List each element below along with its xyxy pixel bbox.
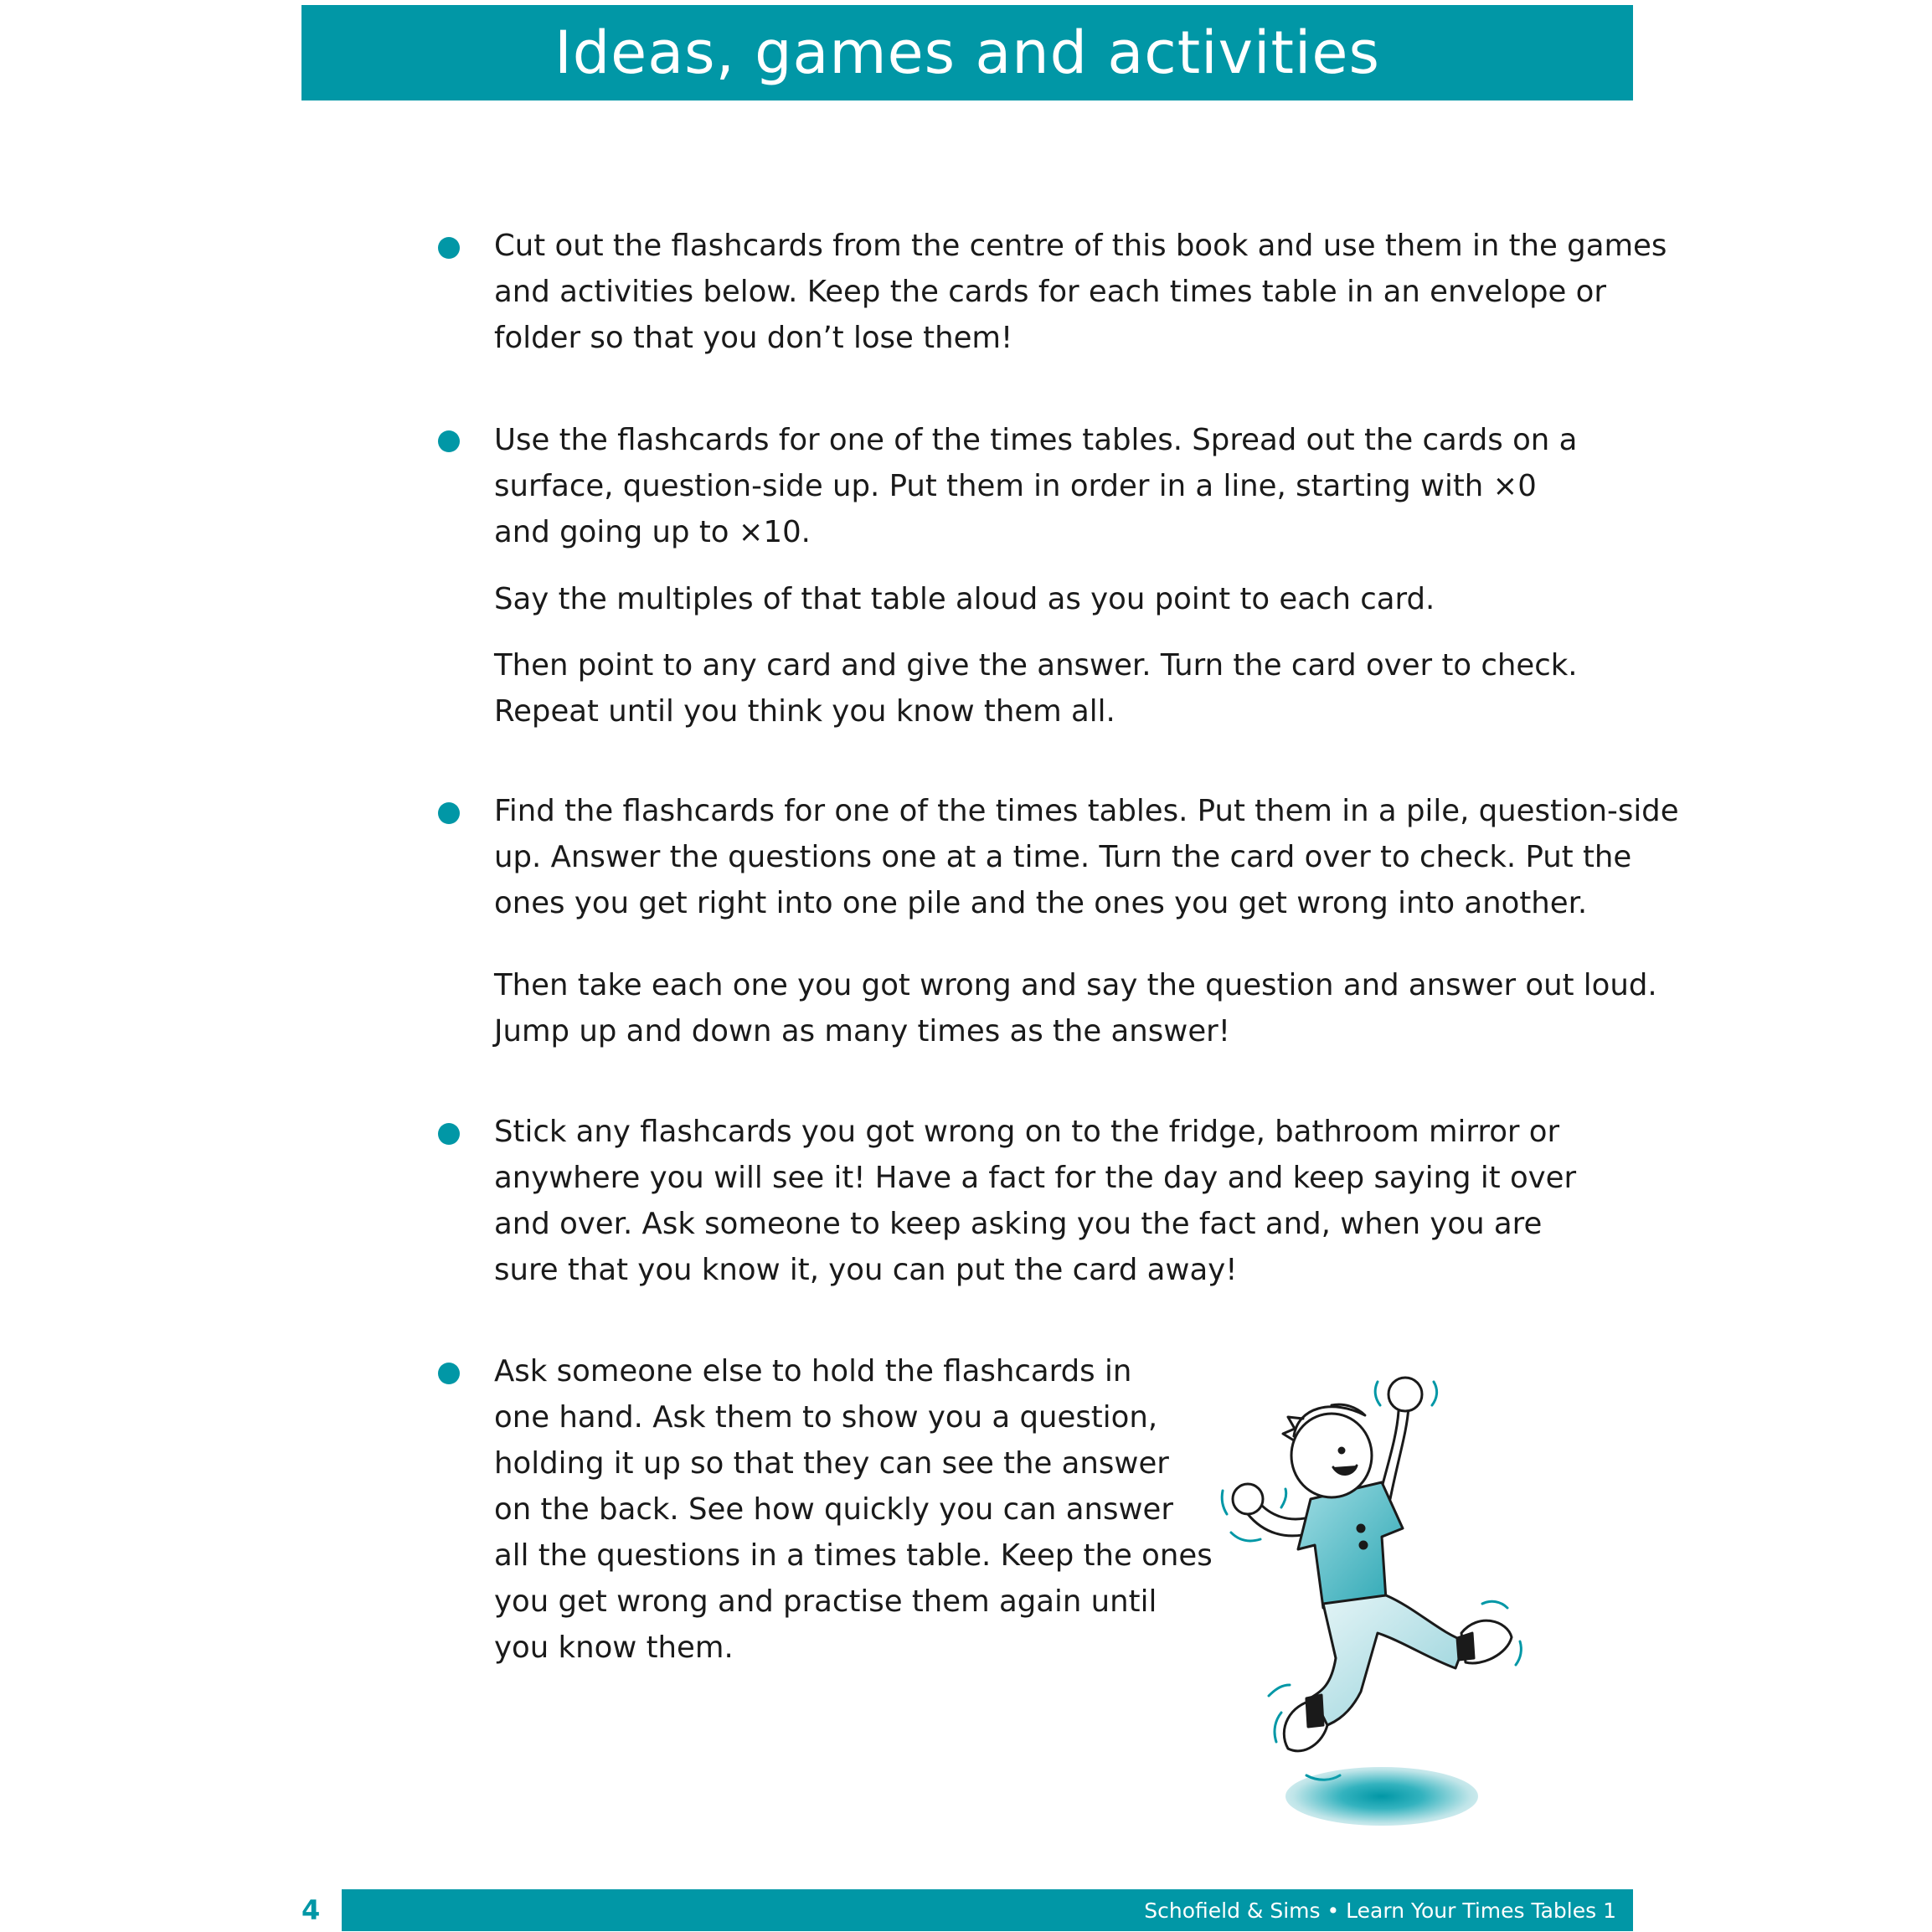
text-line: up. Answer the questions one at a time. Turn the card over to check. Put the bbox=[494, 840, 1632, 874]
page-title: Ideas, games and activities bbox=[554, 18, 1380, 87]
text-line: you know them. bbox=[494, 1631, 734, 1665]
header-banner bbox=[301, 5, 1633, 100]
text-line: one hand. Ask them to show you a question, bbox=[494, 1400, 1158, 1435]
jump-shadow bbox=[1285, 1767, 1478, 1826]
footer-publisher: Schofield & Sims • Learn Your Times Tables 1 bbox=[1144, 1898, 1616, 1923]
text-line: Then take each one you got wrong and say the question and answer out loud. bbox=[494, 968, 1657, 1002]
list-item bbox=[494, 1109, 1576, 1293]
text-line: and going up to ×10. bbox=[494, 515, 811, 549]
bullet-icon bbox=[438, 430, 460, 452]
list-item-continuation bbox=[494, 962, 1657, 1054]
text-line: Say the multiples of that table aloud as you point to each card. bbox=[494, 582, 1435, 616]
list-item bbox=[494, 1348, 1213, 1671]
list-item bbox=[494, 788, 1679, 926]
text-line: Jump up and down as many times as the answer! bbox=[494, 1014, 1231, 1048]
text-line: Cut out the flashcards from the centre of this book and use them in the games bbox=[494, 229, 1667, 263]
list-item bbox=[494, 417, 1577, 555]
jumping-boy-illustration bbox=[1189, 1357, 1566, 1826]
text-line: you get wrong and practise them again until bbox=[494, 1584, 1157, 1619]
list-item bbox=[494, 223, 1667, 361]
text-line: Ask someone else to hold the flashcards in bbox=[494, 1354, 1132, 1388]
bullet-icon bbox=[438, 237, 460, 259]
text-line: anywhere you will see it! Have a fact for the day and keep saying it over bbox=[494, 1161, 1577, 1195]
bullet-icon bbox=[438, 802, 460, 824]
text-line: Repeat until you think you know them all. bbox=[494, 694, 1115, 729]
text-line: and over. Ask someone to keep asking you the fact and, when you are bbox=[494, 1207, 1543, 1241]
bullet-icon bbox=[438, 1363, 460, 1384]
text-line: on the back. See how quickly you can answer bbox=[494, 1492, 1173, 1527]
page-number: 4 bbox=[301, 1894, 321, 1926]
text-line: surface, question-side up. Put them in order in a line, starting with ×0 bbox=[494, 469, 1537, 503]
text-line: Use the flashcards for one of the times tables. Spread out the cards on a bbox=[494, 423, 1578, 457]
bullet-icon bbox=[438, 1123, 460, 1145]
text-line: sure that you know it, you can put the card away! bbox=[494, 1253, 1238, 1287]
text-line: folder so that you don’t lose them! bbox=[494, 321, 1013, 355]
footer-bar bbox=[342, 1889, 1633, 1931]
text-line: Then point to any card and give the answer. Turn the card over to check. bbox=[494, 648, 1578, 683]
text-line: holding it up so that they can see the answer bbox=[494, 1446, 1169, 1481]
text-line: and activities below. Keep the cards for each times table in an envelope or bbox=[494, 275, 1606, 309]
text-line: all the questions in a times table. Keep the ones bbox=[494, 1538, 1213, 1573]
text-line: Find the flashcards for one of the times tables. Put them in a pile, question-side bbox=[494, 794, 1679, 828]
list-item-continuation bbox=[494, 576, 1435, 622]
list-item-continuation bbox=[494, 642, 1578, 734]
text-line: Stick any flashcards you got wrong on to the fridge, bathroom mirror or bbox=[494, 1115, 1560, 1149]
text-line: ones you get right into one pile and the ones you get wrong into another. bbox=[494, 886, 1588, 920]
